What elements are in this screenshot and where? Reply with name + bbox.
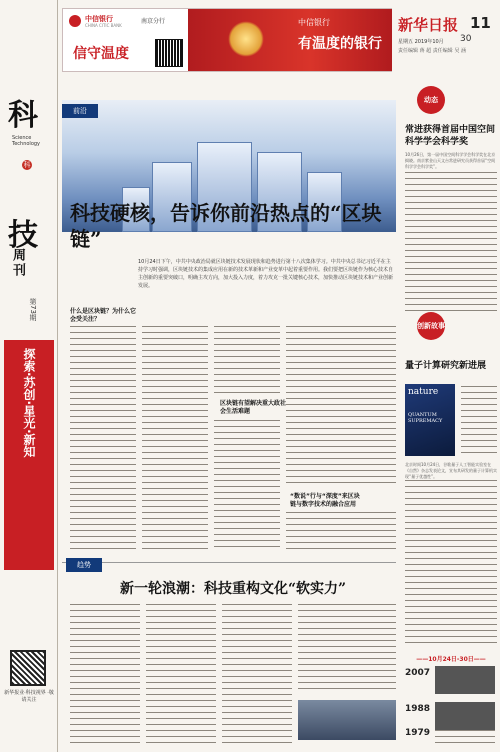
section-dot: 科 xyxy=(23,161,31,169)
text-column xyxy=(405,172,497,312)
right-column xyxy=(405,76,497,752)
text-column xyxy=(298,604,396,694)
subhead-1: 什么是区块链？为什么它会受关注？ xyxy=(70,308,137,323)
masthead xyxy=(398,14,496,72)
bulb-icon xyxy=(228,21,264,57)
ad-right-panel xyxy=(188,9,392,71)
timeline-year: 1988 xyxy=(405,704,431,714)
bank-name: 中信银行 xyxy=(85,15,113,23)
text-column xyxy=(142,326,208,552)
ad-qr-icon xyxy=(155,39,183,67)
text-column xyxy=(286,512,396,552)
text-column xyxy=(70,326,136,552)
qr-caption: 新华报业·科技视界 ·敬请关注 xyxy=(4,690,54,703)
timeline-title: ——10月24日-30日—— xyxy=(416,656,486,663)
subhead-3: “数说”行与“深度”来区块链与数字技术的融合应用 xyxy=(290,493,360,508)
article2-photo xyxy=(298,700,396,740)
qr-code-icon xyxy=(10,650,46,686)
news-body-2: 北京时间10月24日，谷歌量子人工智能实验室在《自然》杂志发表论文，宣布其研发的量子计算机实现“量子优越性”。 xyxy=(405,462,497,479)
timeline-photo xyxy=(435,702,495,730)
article-lead: 10月24日下午，中共中央政治局就区块链技术发展现状和趋势进行第十八次集体学习。中共中央总书记习近平在主持学习时强调，区块链技术的集成应用在新的技术革新和产业变革中起着重要作用。我们要把区块链作为核心技术自主创新的重要突破口，明确主攻方向，加大投入力度，着力攻克一批关键核心技术，加快推动区块链技术和产业创新发展。 xyxy=(138,259,394,289)
text-column xyxy=(286,326,396,486)
article-divider xyxy=(62,562,396,563)
editors: 责任编辑 蒋 超 责任编辑 吴 涵 xyxy=(398,48,466,54)
subhead-2: 区块链有望解决重大政社会生活难题 xyxy=(220,400,287,415)
news-body-1: 10月26日，第一届中国空间科学学会科学奖在北京揭晓。南京紫金山天文台常进研究员获得首届“空间科学学会科学奖”。 xyxy=(405,152,496,169)
bank-ad xyxy=(62,8,392,72)
article-headline: 科技硬核，告诉你前沿热点的“区块链” xyxy=(70,201,382,251)
section-char-ke: 科 xyxy=(8,98,38,133)
date-line: 星期五 2019年10月 xyxy=(398,39,444,45)
bank-branch: 南京分行 xyxy=(141,18,166,25)
tag-dongtai: 动态 xyxy=(417,86,445,114)
redbar-text: 探索·苏创·星光·新知 xyxy=(22,348,36,458)
timeline-year: 1979 xyxy=(405,728,431,738)
nature-cover-sub: QUANTUM SUPREMACY xyxy=(408,412,443,424)
nature-cover xyxy=(405,384,455,456)
news-title-1: 常进获得首届中国空间科学学会科学奖 xyxy=(405,125,496,147)
tag-innovation-story: 创新故事 xyxy=(417,312,445,340)
bank-name-en: CHINA CITIC BANK xyxy=(85,23,122,28)
ad-right-line1: 中信银行 xyxy=(298,18,330,27)
text-column xyxy=(222,604,292,744)
bank-logo-icon xyxy=(69,15,81,27)
issue-number: 第73期 xyxy=(29,298,37,321)
article2-tag: 趋势 xyxy=(66,558,102,572)
ad-slogan: 信守温度 xyxy=(73,46,129,62)
section-subtitle-en: Science Technology xyxy=(12,135,41,147)
news-title-2: 量子计算研究新进展 xyxy=(405,361,487,371)
timeline-photo xyxy=(435,666,495,694)
text-column xyxy=(214,420,280,552)
ad-left-panel xyxy=(63,9,188,71)
date-day: 30 xyxy=(460,34,472,44)
text-column xyxy=(70,604,140,744)
article-tag: 前沿 xyxy=(62,104,98,118)
text-column xyxy=(405,480,497,646)
text-column xyxy=(461,386,497,456)
section-char-ji: 技 xyxy=(8,218,38,253)
ad-right-line2: 有温度的银行 xyxy=(298,36,382,52)
text-column xyxy=(146,604,216,744)
article2-headline: 新一轮浪潮：科技重构文化“软实力” xyxy=(120,581,347,597)
section-redbar xyxy=(4,340,54,570)
section-week: 周刊 xyxy=(10,248,25,278)
section-column xyxy=(0,0,58,752)
nature-logo: nature xyxy=(408,387,439,397)
timeline-year: 2007 xyxy=(405,668,431,678)
paper-name: 新华日报 xyxy=(398,16,459,34)
text-column xyxy=(435,730,495,748)
text-column xyxy=(214,326,280,396)
page-number: 11 xyxy=(470,14,491,32)
